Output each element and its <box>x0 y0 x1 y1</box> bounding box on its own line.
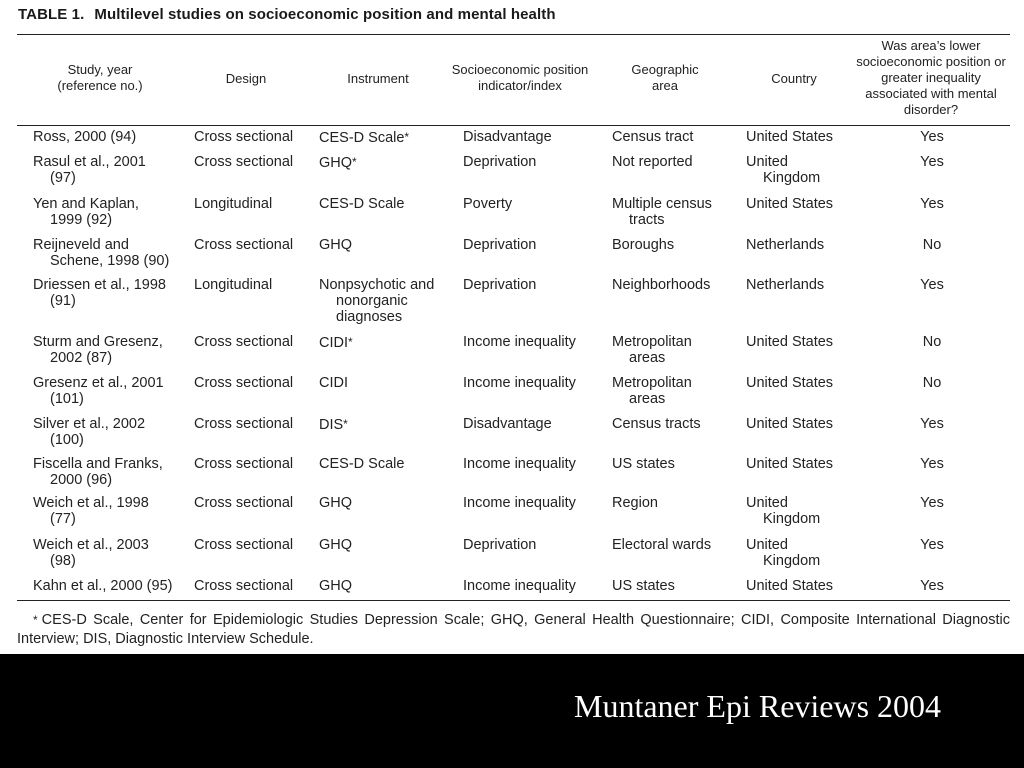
cell-line <box>319 334 353 351</box>
cell-study <box>33 416 145 448</box>
cell-design: Cross sectional <box>194 537 294 553</box>
cell-result: Yes <box>920 495 944 511</box>
cell-country <box>746 578 833 594</box>
footnote-text: CES-D Scale, Center for Epidemiologic Studies Depression Scale; GHQ, General Health Questionnaire; CIDI, Composite International Diagnostic Interview; DIS, Diagnostic Interview Schedule. <box>17 612 1010 647</box>
cell-text: United States <box>746 578 834 594</box>
cell-text: (101) <box>50 391 84 407</box>
cell-country <box>746 129 833 145</box>
cell-line <box>33 170 146 186</box>
cell-text: 2000 (96) <box>50 472 113 488</box>
cell-line <box>33 196 139 212</box>
column-header-line: greater inequality <box>881 70 981 85</box>
cell-line <box>33 212 139 228</box>
cell-line <box>33 495 149 511</box>
column-header-line: Geographic <box>631 62 699 77</box>
cell-line <box>746 495 820 511</box>
cell-line <box>746 511 820 527</box>
cell-line <box>746 237 824 253</box>
cell-area <box>612 416 701 432</box>
cell-text: Electoral wards <box>612 537 712 553</box>
cell-text: United States <box>746 334 834 350</box>
cell-line <box>319 456 404 472</box>
cell-instrument <box>319 237 352 253</box>
cell-line <box>746 553 820 569</box>
cell-text: Reijneveld and <box>33 237 129 253</box>
cell-text: United States <box>746 129 834 145</box>
cell-line <box>33 537 149 553</box>
table-footnote <box>17 611 1010 649</box>
cell-area <box>612 375 692 407</box>
column-header-line: Was area’s lower <box>881 38 981 53</box>
cell-text: GHQ <box>319 537 353 553</box>
cell-result: Yes <box>920 129 944 145</box>
cell-design: Cross sectional <box>194 237 294 253</box>
cell-text: United <box>746 154 788 170</box>
cell-area <box>612 334 692 366</box>
cell-line <box>746 537 820 553</box>
cell-text: Kingdom <box>763 511 821 527</box>
cell-text: (100) <box>50 432 84 448</box>
cell-study <box>33 456 163 488</box>
column-header-line: disorder? <box>903 102 959 117</box>
cell-text: United States <box>746 196 834 212</box>
cell-country <box>746 416 833 432</box>
cell-ses: Disadvantage <box>463 416 552 432</box>
cell-text: Netherlands <box>746 277 825 293</box>
cell-country <box>746 537 820 569</box>
cell-country <box>746 196 833 212</box>
cell-result: Yes <box>920 154 944 170</box>
cell-country <box>746 334 833 350</box>
table-header-rule <box>17 125 1010 126</box>
cell-text: areas <box>629 350 666 366</box>
cell-text: Gresenz et al., 2001 <box>33 375 164 391</box>
cell-line <box>319 375 348 391</box>
cell-line <box>33 391 164 407</box>
cell-text: Fiscella and Franks, <box>33 456 163 472</box>
cell-text: Rasul et al., 2001 <box>33 154 146 170</box>
cell-text: CES-D Scale <box>319 456 405 472</box>
footnote-marker: * <box>352 155 357 169</box>
cell-text: Weich et al., 1998 <box>33 495 149 511</box>
cell-line <box>612 416 701 432</box>
table-label: TABLE 1. <box>18 6 85 23</box>
cell-study <box>33 129 136 145</box>
cell-text: Boroughs <box>612 237 675 253</box>
footnote-star: * <box>33 613 38 627</box>
cell-line <box>33 154 146 170</box>
column-header-result <box>841 38 1021 118</box>
cell-line <box>612 537 711 553</box>
cell-text: United <box>746 495 788 511</box>
cell-area <box>612 129 693 145</box>
cell-text: Kahn et al., 2000 (95) <box>33 578 173 594</box>
cell-ses: Income inequality <box>463 375 576 391</box>
column-header-line: socioeconomic position or <box>856 54 1006 69</box>
cell-line <box>612 154 693 170</box>
cell-text: diagnoses <box>336 309 403 325</box>
slide-caption: Muntaner Epi Reviews 2004 <box>574 688 942 724</box>
cell-text: CIDI <box>319 335 348 351</box>
cell-line <box>746 416 833 432</box>
cell-text: GHQ <box>319 155 353 171</box>
cell-line <box>319 416 348 433</box>
cell-design: Cross sectional <box>194 416 294 432</box>
cell-line <box>319 237 352 253</box>
cell-line <box>33 277 166 293</box>
cell-design: Cross sectional <box>194 129 294 145</box>
cell-line <box>319 129 409 146</box>
column-header-line: Socioeconomic position <box>451 62 589 77</box>
cell-ses: Deprivation <box>463 154 537 170</box>
cell-instrument <box>319 416 348 433</box>
cell-line <box>612 237 674 253</box>
cell-text: Census tracts <box>612 416 701 432</box>
cell-result: No <box>922 237 942 253</box>
cell-text: Nonpsychotic and <box>319 277 435 293</box>
cell-text: nonorganic <box>336 293 408 309</box>
cell-design: Longitudinal <box>194 196 273 212</box>
cell-line <box>746 456 833 472</box>
cell-study <box>33 578 172 594</box>
cell-instrument <box>319 456 404 472</box>
cell-area <box>612 196 712 228</box>
cell-design: Cross sectional <box>194 495 294 511</box>
cell-line <box>746 334 833 350</box>
cell-country <box>746 277 824 293</box>
column-header-line: area <box>651 78 679 93</box>
cell-country <box>746 495 820 527</box>
cell-study <box>33 334 163 366</box>
cell-text: CES-D Scale <box>319 196 405 212</box>
footnote-marker: * <box>348 335 353 349</box>
cell-text: Kingdom <box>763 170 821 186</box>
cell-line <box>33 432 145 448</box>
cell-line <box>319 196 404 212</box>
cell-text: CES-D Scale <box>319 130 405 146</box>
cell-line <box>746 154 820 170</box>
column-header-line: Design <box>225 71 267 86</box>
cell-result: Yes <box>920 537 944 553</box>
cell-design: Longitudinal <box>194 277 273 293</box>
cell-text: Driessen et al., 1998 <box>33 277 166 293</box>
cell-area <box>612 277 710 293</box>
cell-text: Schene, 1998 (90) <box>50 253 170 269</box>
cell-text: Metropolitan <box>612 375 692 391</box>
cell-line <box>319 309 434 325</box>
cell-line <box>746 375 833 391</box>
column-header-line: associated with mental <box>865 86 997 101</box>
cell-ses: Deprivation <box>463 237 537 253</box>
cell-line <box>612 578 675 594</box>
cell-area <box>612 154 693 170</box>
cell-text: Yen and Kaplan, <box>33 196 139 212</box>
cell-text: United States <box>746 456 834 472</box>
cell-text: US states <box>612 578 675 594</box>
cell-study <box>33 196 139 228</box>
cell-line <box>612 456 675 472</box>
cell-text: 1999 (92) <box>50 212 113 228</box>
cell-text: United States <box>746 375 834 391</box>
cell-design: Cross sectional <box>194 375 294 391</box>
cell-line <box>319 154 357 171</box>
footnote-marker: * <box>404 130 410 144</box>
cell-text: Census tract <box>612 129 694 145</box>
cell-area <box>612 495 658 511</box>
cell-result: Yes <box>920 456 944 472</box>
cell-result: Yes <box>920 196 944 212</box>
cell-line <box>33 237 169 253</box>
cell-ses: Income inequality <box>463 334 576 350</box>
column-header-line: Instrument <box>347 71 409 86</box>
column-header-line: (reference no.) <box>57 78 143 93</box>
cell-instrument <box>319 334 353 351</box>
cell-design: Cross sectional <box>194 578 294 594</box>
cell-line <box>612 277 710 293</box>
table-top-rule <box>17 34 1010 35</box>
cell-study <box>33 277 166 309</box>
cell-text: (98) <box>50 553 76 569</box>
cell-line <box>33 511 149 527</box>
cell-study <box>33 537 149 569</box>
cell-line <box>33 375 164 391</box>
cell-line <box>33 350 163 366</box>
cell-study <box>33 154 146 186</box>
cell-line <box>612 375 692 391</box>
cell-area <box>612 537 711 553</box>
column-header-line: indicator/index <box>478 78 562 93</box>
cell-line <box>33 553 149 569</box>
cell-result: Yes <box>920 277 944 293</box>
cell-result: No <box>922 375 942 391</box>
cell-text: (77) <box>50 511 76 527</box>
cell-ses: Disadvantage <box>463 129 552 145</box>
cell-design: Cross sectional <box>194 154 294 170</box>
cell-line <box>612 212 712 228</box>
cell-country <box>746 154 820 186</box>
cell-ses: Poverty <box>463 196 513 212</box>
cell-country <box>746 456 833 472</box>
cell-area <box>612 237 674 253</box>
cell-instrument <box>319 277 434 325</box>
cell-text: Neighborhoods <box>612 277 711 293</box>
cell-instrument <box>319 495 352 511</box>
cell-text: (97) <box>50 170 76 186</box>
cell-line <box>612 495 658 511</box>
cell-ses: Deprivation <box>463 537 537 553</box>
cell-text: GHQ <box>319 237 353 253</box>
cell-line <box>612 196 712 212</box>
cell-text: Weich et al., 2003 <box>33 537 149 553</box>
cell-text: CIDI <box>319 375 348 391</box>
cell-text: Multiple census <box>612 196 712 212</box>
cell-text: DIS <box>319 417 344 433</box>
table-bottom-rule <box>17 600 1010 601</box>
cell-text: Netherlands <box>746 237 825 253</box>
cell-design: Cross sectional <box>194 456 294 472</box>
cell-line <box>746 578 833 594</box>
cell-text: 2002 (87) <box>50 350 113 366</box>
cell-text: US states <box>612 456 675 472</box>
table-title-text: Multilevel studies on socioeconomic position and mental health <box>94 6 556 23</box>
cell-text: GHQ <box>319 495 353 511</box>
cell-line <box>319 537 352 553</box>
cell-instrument <box>319 375 348 391</box>
cell-line <box>746 129 833 145</box>
column-header-line: Country <box>771 71 817 86</box>
footnote-marker: * <box>343 417 348 431</box>
cell-country <box>746 237 824 253</box>
cell-text: Not reported <box>612 154 693 170</box>
cell-line <box>33 456 163 472</box>
cell-line <box>612 129 693 145</box>
cell-text: areas <box>629 391 666 407</box>
cell-design: Cross sectional <box>194 334 294 350</box>
cell-line <box>612 334 692 350</box>
cell-country <box>746 375 833 391</box>
cell-text: (91) <box>50 293 76 309</box>
cell-instrument <box>319 154 357 171</box>
cell-ses: Income inequality <box>463 456 576 472</box>
column-header-line: Study, year <box>67 62 133 77</box>
cell-line <box>33 472 163 488</box>
cell-text: tracts <box>629 212 665 228</box>
cell-text: Region <box>612 495 658 511</box>
cell-line <box>612 350 692 366</box>
cell-study <box>33 375 164 407</box>
cell-line <box>319 293 434 309</box>
cell-instrument <box>319 578 352 594</box>
cell-line <box>319 277 434 293</box>
cell-line <box>33 578 172 594</box>
cell-text: GHQ <box>319 578 353 594</box>
cell-study <box>33 495 149 527</box>
cell-line <box>746 277 824 293</box>
cell-line <box>612 391 692 407</box>
cell-text: United States <box>746 416 834 432</box>
cell-text: Metropolitan <box>612 334 692 350</box>
cell-line <box>319 495 352 511</box>
cell-line <box>746 196 833 212</box>
cell-text: Sturm and Gresenz, <box>33 334 163 350</box>
cell-instrument <box>319 129 409 146</box>
cell-ses: Deprivation <box>463 277 537 293</box>
cell-line <box>33 416 145 432</box>
cell-text: Kingdom <box>763 553 821 569</box>
cell-instrument <box>319 196 404 212</box>
cell-ses: Income inequality <box>463 578 576 594</box>
table-title <box>18 6 556 23</box>
cell-result: Yes <box>920 416 944 432</box>
cell-study <box>33 237 169 269</box>
cell-text: Silver et al., 2002 <box>33 416 146 432</box>
cell-line <box>33 293 166 309</box>
cell-ses: Income inequality <box>463 495 576 511</box>
cell-area <box>612 578 675 594</box>
cell-line <box>746 170 820 186</box>
cell-text: Ross, 2000 (94) <box>33 129 137 145</box>
cell-area <box>612 456 675 472</box>
cell-line <box>319 578 352 594</box>
cell-result: Yes <box>920 578 944 594</box>
cell-line <box>33 129 136 145</box>
cell-line <box>33 334 163 350</box>
cell-result: No <box>922 334 942 350</box>
cell-instrument <box>319 537 352 553</box>
cell-text: United <box>746 537 788 553</box>
cell-line <box>33 253 169 269</box>
